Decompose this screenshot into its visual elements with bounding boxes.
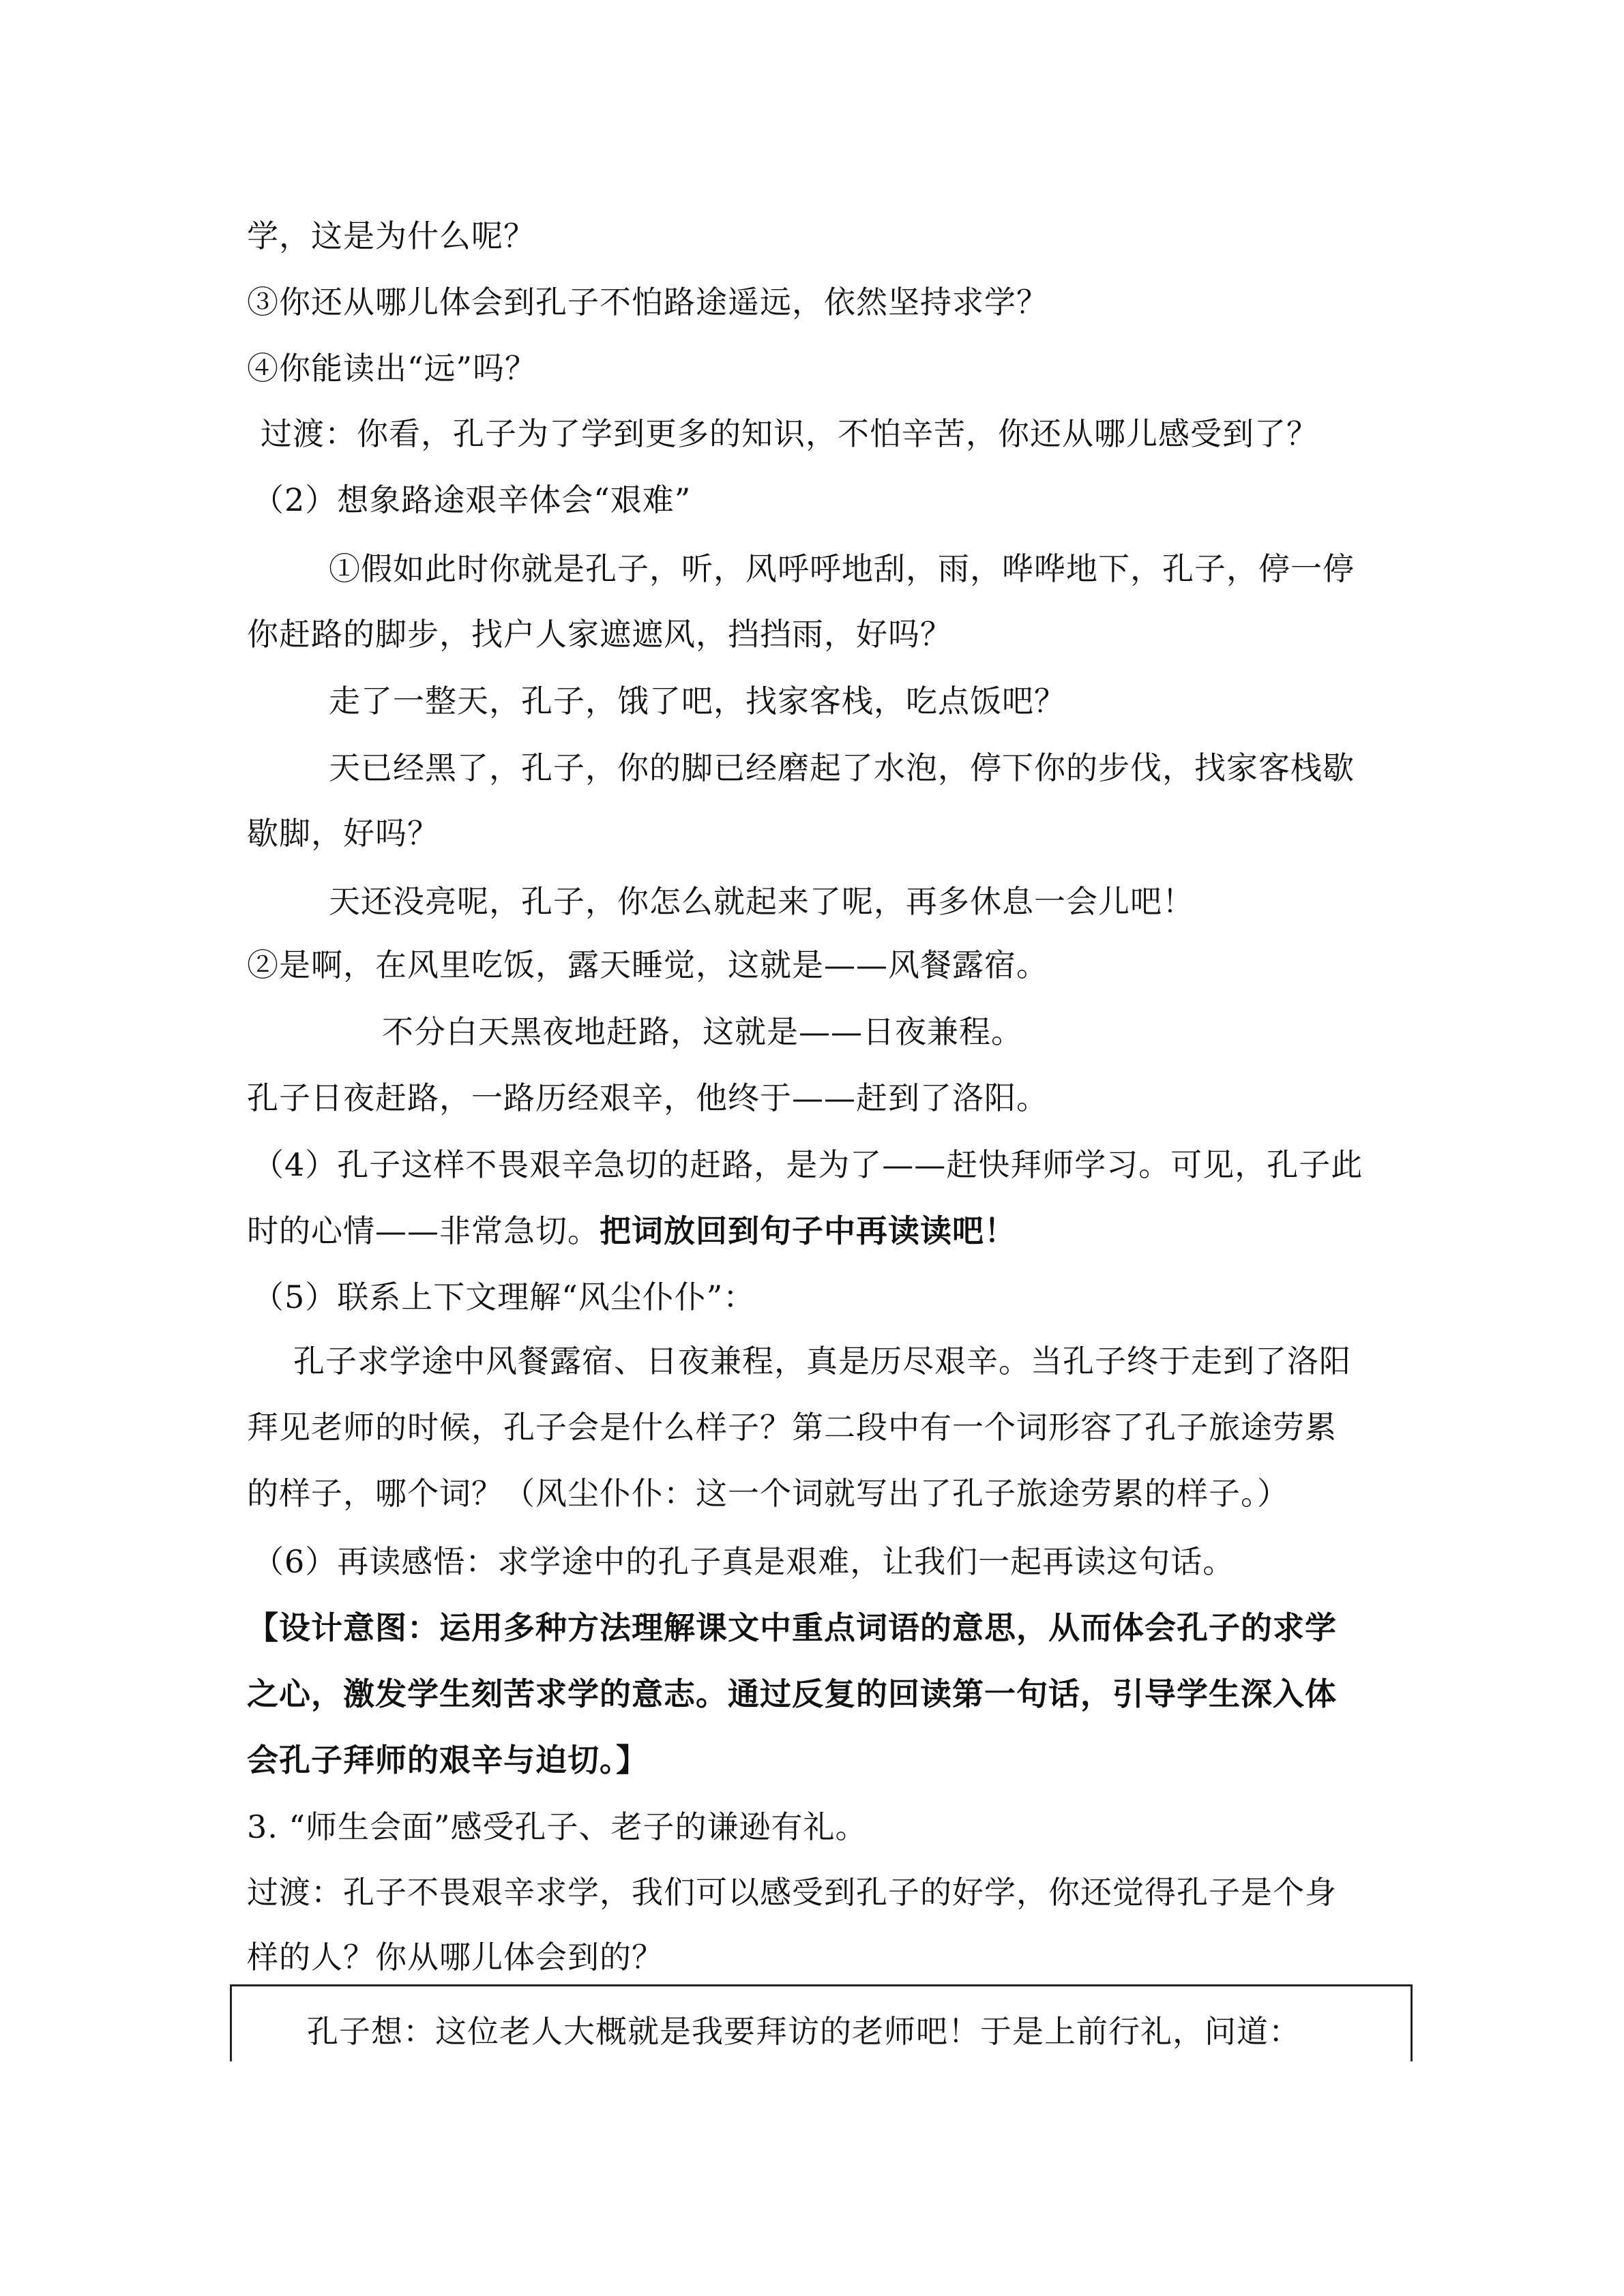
text-line: ③你还从哪儿体会到孔子不怕路途遥远，依然坚持求学？ — [247, 284, 1048, 320]
text-line: 歇脚，好吗？ — [247, 815, 439, 852]
text-line: 拜见老师的时候，孔子会是什么样子？第二段中有一个词形容了孔子旅途劳累 — [247, 1409, 1337, 1446]
text-line: （6）再读感悟：求学途中的孔子真是艰难，让我们一起再读这句话。 — [252, 1543, 1235, 1580]
text-line: ①假如此时你就是孔子，听，风呼呼地刮，雨，哗哗地下，孔子，停一停 — [329, 550, 1355, 587]
section-heading: 3. “师生会面”感受孔子、老子的谦逊有礼。 — [247, 1808, 868, 1845]
text-line: ④你能读出“远”吗？ — [247, 350, 537, 387]
design-intent-note: 会孔子拜师的艰辛与迫切。】 — [247, 1742, 648, 1778]
quote-box — [230, 1984, 1413, 2061]
text-line: ②是啊，在风里吃饭，露天睡觉，这就是——风餐露宿。 — [247, 946, 1048, 983]
text-line: （4）孔子这样不畏艰辛急切的赶路，是为了——赶快拜师学习。可见，孔子此 — [252, 1146, 1363, 1183]
text-line — [247, 1210, 1016, 1251]
quote-text: 孔子想：这位老人大概就是我要拜访的老师吧！于是上前行礼，问道： — [307, 2013, 1301, 2050]
text-line: 天已经黑了，孔子，你的脚已经磨起了水泡，停下你的步伐，找家客栈歇 — [329, 749, 1355, 786]
text-line: （2）想象路途艰辛体会“艰难” — [252, 481, 692, 518]
text-line: 不分白天黑夜地赶路，这就是——日夜兼程。 — [382, 1013, 1023, 1050]
text-line: 过渡：孔子不畏艰辛求学，我们可以感受到孔子的好学，你还觉得孔子是个身 — [247, 1874, 1337, 1911]
text-line: 的样子，哪个词？（风尘仆仆：这一个词就写出了孔子旅途劳累的样子。） — [247, 1475, 1289, 1512]
text-line: 孔子求学途中风餐露宿、日夜兼程，真是历尽艰辛。当孔子终于走到了洛阳 — [293, 1343, 1351, 1380]
text-line: 过渡：你看，孔子为了学到更多的知识，不怕辛苦，你还从哪儿感受到了？ — [261, 415, 1318, 452]
text-normal: 时的心情——非常急切。 — [247, 1212, 600, 1249]
text-line: 天还没亮呢，孔子，你怎么就起来了呢，再多休息一会儿吧！ — [329, 883, 1194, 920]
design-intent-note: 之心，激发学生刻苦求学的意志。通过反复的回读第一句话，引导学生深入体 — [247, 1675, 1337, 1712]
design-intent-note: 【设计意图：运用多种方法理解课文中重点词语的意思，从而体会孔子的求学 — [247, 1609, 1337, 1646]
text-line: 学，这是为什么呢？ — [247, 218, 535, 254]
text-line: 你赶路的脚步，找户人家遮遮风，挡挡雨，好吗？ — [247, 616, 952, 653]
text-line: （5）联系上下文理解“风尘仆仆”： — [252, 1279, 756, 1315]
text-line: 孔子日夜赶路，一路历经艰辛，他终于——赶到了洛阳。 — [247, 1079, 1048, 1116]
text-line: 走了一整天，孔子，饿了吧，找家客栈，吃点饭吧？ — [329, 683, 1066, 719]
text-line: 样的人？你从哪儿体会到的？ — [247, 1939, 664, 1976]
text-emphasis: 把词放回到句子中再读读吧！ — [600, 1212, 1016, 1249]
